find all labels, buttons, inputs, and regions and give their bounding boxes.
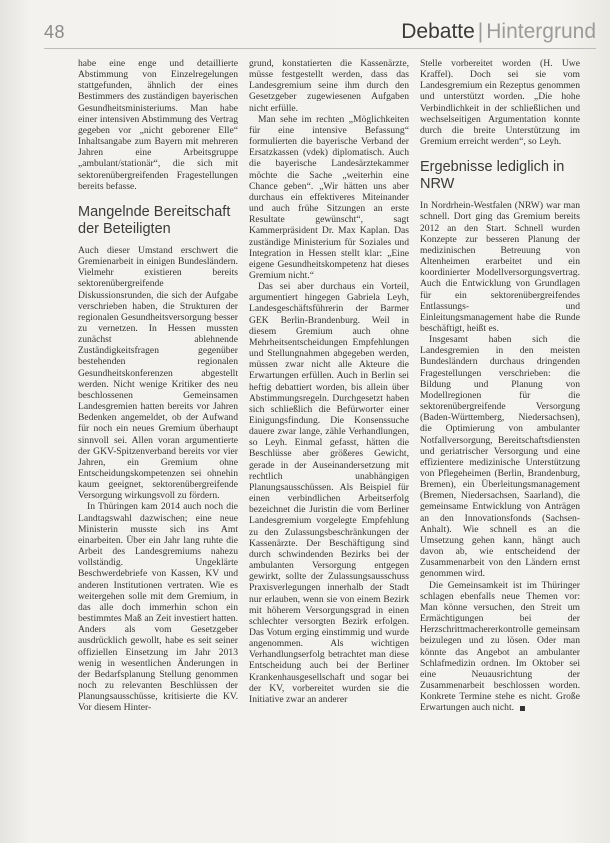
- paragraph: Stelle vorbereitet worden (H. Uwe Kraffel). Doch sei sie vom Landesgremium ein Rezeptus genommen und unterstützt worden. „Die hohe Verbindlichkeit in der schließlichen und wechselseitigen Argumentation konnte durch die breite Unterstützung im Gremium erreicht werden“, so Leyh.: [420, 58, 580, 148]
- paragraph: Auch dieser Umstand erschwert die Gremienarbeit in einigen Bundesländern. Vielmehr existieren bereits sektorenübergreifende Diskussionsrunden, die sich der Aufgabe verschrieben haben, die Strukturen der regionalen Gesundheitsversorgung besser zu vernetzen. In Hessen mussten zunächst ablehnende Zuständigkeitsfragen gegenüber bestehenden regionalen Gesundheitskonferenzen abgestellt werden. Nicht wenige Kritiker des neu beschlossenen Gemeinsamen Landesgremien hatten bereits vor Jahren Bedenken angemeldet, ob der Aufwand für noch ein neues Gremium überhaupt sinnvoll sei. Allen voran argumentierte der GKV-Spitzenverband bereits vor vier Jahren, ein Gremium ohne Entscheidungskompetenzen sei ohnehin kaum geeignet, sektorenübergreifende Versorgung wirkungsvoll zu fördern.: [78, 244, 238, 502]
- section-title: Debatte: [401, 20, 475, 43]
- paragraph: In Thüringen kam 2014 auch noch die Landtagswahl dazwischen; eine neue Ministerin musste sich ins Amt einarbeiten. Über ein Jahr lang ruhte die Arbeit des Landesgremiums nahezu vollständig. Ungeklärte Beschwerdebriefe von Kassen, KV und anderen Institutionen vertraten. Wie es weitergehen solle mit dem Gremium, in das alle doch immerhin schon ein bestimmtes Maß an Zeit investiert hatten. Anders als vom Gesetzgeber ausdrücklich gewollt, habe es seit seiner offiziellen Einsetzung im Jahr 2013 wenig in wesentlichen Änderungen in der Bedarfsplanung Stellung genommen noch zu relevanten Beschlüssen der Planungsausschüsse, kritisierte die KV. Vor diesem Hinter-: [78, 501, 238, 714]
- subheading: Mangelnde Bereitschaft der Beteiligten: [78, 203, 231, 237]
- paragraph-text: Die Gemeinsamkeit ist im Thüringer schlagen ebenfalls neue Themen vor: Man könne versuchen, den Streit um Ermächtigungen bei der Herzschrittmachererkontrolle gemeinsam beizulegen und zu lösen. Oder man könnte das Angebot an ambulanter Schlafmedizin ordnen. Im Oktober sei eine Neuausrichtung der Zusammenarbeit beschlossen worden. Konkrete Termine stehe es nicht. Große Erwartungen auch nicht.: [420, 579, 580, 714]
- text-column-1: [78, 58, 238, 713]
- page-number: 48: [44, 22, 66, 42]
- paragraph: Insgesamt haben sich die Landesgremien in den meisten Bundesländern durchaus dringenden Fragestellungen verschrieben: die Bildung und Planung von Modellregionen für die sektorenübergreifende Versorgung (Baden-Württemberg, Niedersachsen), die Optimierung von ambulanter Notfallversorgung, Bereitschaftsdiensten und geriatrischer Versorgung und eine effizientere medizinische Unterstützung von Pflegeheimen (Berlin, Brandenburg, Bremen), ein Überleitungsmanagement (Bremen, Niedersachsen, Saarland), die gemeinsame Entwicklung von Anträgen an den Innovationsfonds (Sachsen-Anhalt). Wie schnell es an die Umsetzung gehen kann, hängt auch davon ab, wie entscheidend der Zusammenarbeit von den Ländern ernst genommen wird.: [420, 334, 580, 580]
- paragraph: Das sei aber durchaus ein Vorteil, argumentiert hingegen Gabriela Leyh, Landesgeschäftsführerin der Barmer GEK Berlin-Brandenburg. Weil in diesem Gremium auch ohne Mehrheitsentscheidungen Empfehlungen und Stellungnahmen abgegeben werden, müssen zwar nicht alle Akteure die Erwartungen erfüllen. Auch in Berlin sei heftig debattiert worden, bis allein über Abstimmungsregeln. Durchgesetzt haben sich schließlich die Befürworter einer Einigungsfindung. Die Konsenssuche dauere zwar lange, zähle Verhandlungen, so Leyh. Einmal gefasst, hätten die Beschlüsse aber größeres Gewicht, gerade in der Auseinandersetzung mit rechtlich unabhängigen Planungsausschüssen. Als Beispiel für einen verbindlichen Arbeitserfolg bezeichnet die Juristin die vom Berliner Landesgremium vorgelegte Empfehlung zu den Zulassungsbeschränkungen der Kassenärzte. Der Beschäftigung sind durch schwindenden Bezirks bei der ambulanten Versorgung entgegen gewirkt, sollte der Zulassungsausschuss Praxisverlegungen innerhalb der Stadt nur erlauben, wenn sie von einem Bezirk mit höherem Versorgungsgrad in einen schlechter versorgten Bezirk erfolgen. Das Votum erging einstimmig und wurde angenommen. Als wichtigen Verhandlungserfolg betrachtet man diese Entscheidung auch bei der Berliner Krankenhausgesellschaft und sogar bei der KV, vorbereitet wurden sie die Initiative zwar an anderer: [249, 281, 409, 705]
- text-column-2: [249, 58, 409, 705]
- paragraph: grund, konstatierten die Kassenärzte, müsse festgestellt werden, dass das Landesgremium seine ihm durch den Gesetzgeber zugewiesenen Aufgaben nicht erfülle.: [249, 58, 409, 114]
- paragraph: In Nordrhein-Westfalen (NRW) war man schnell. Dort ging das Gremium bereits 2012 an den Start. Schnell wurden Konzepte zur besseren Planung der medizinischen Betreuung von Altenheimen erarbeitet und ein koordinierter Modellversorgungsvertrag. Auch die Entwicklung von Grundlagen für ein sektorenübergreifendes Entlassungs- und Einleitungsmanagement habe die Runde beschäftigt, heißt es.: [420, 200, 580, 334]
- section-separator: |: [477, 20, 484, 43]
- paragraph: habe eine enge und detaillierte Abstimmung von Einzelregelungen stattgefunden, ähnlich der eines Bestimmers des zuständigen bayerischen Gesundheitsministeriums. Man habe einer intensiven Abstimmung des Vertrag gegeben vor „nicht geborener Elle“ Inhaltsangabe zum Bayern mit mehreren Jahren eine Arbeitsgruppe „ambulant/stationär“, die sich mit sektorenübergreifenden Fragestellungen bereits befasse.: [78, 58, 238, 192]
- paragraph: Man sehe im rechten „Möglichkeiten für eine intensive Befassung“ formulierten die bayerische Verband der Ersatzkassen (vdek) diplomatisch. Auch die bayerische Landesärztekammer möchte die Sache „weiterhin eine Chance geben“. „Wir hätten uns aber durchaus ein effektiveres Miteinander und auch frühe Sitzungen an erste Resultate gewünscht“, sagt Kammerpräsident Dr. Max Kaplan. Das zuständige Ministerium für Soziales und Integration in Hessen stellt klar: „Eine eigene Gesundheitskompetenz hat dieses Gremium nicht.“: [249, 113, 409, 281]
- section-header: [401, 20, 596, 44]
- subsection-title: Hintergrund: [486, 20, 596, 43]
- subheading: Ergebnisse lediglich in NRW: [420, 159, 565, 193]
- paragraph: [420, 580, 580, 714]
- text-column-3: [420, 58, 580, 713]
- header-rule: [44, 48, 596, 49]
- article-end-mark: [520, 706, 525, 711]
